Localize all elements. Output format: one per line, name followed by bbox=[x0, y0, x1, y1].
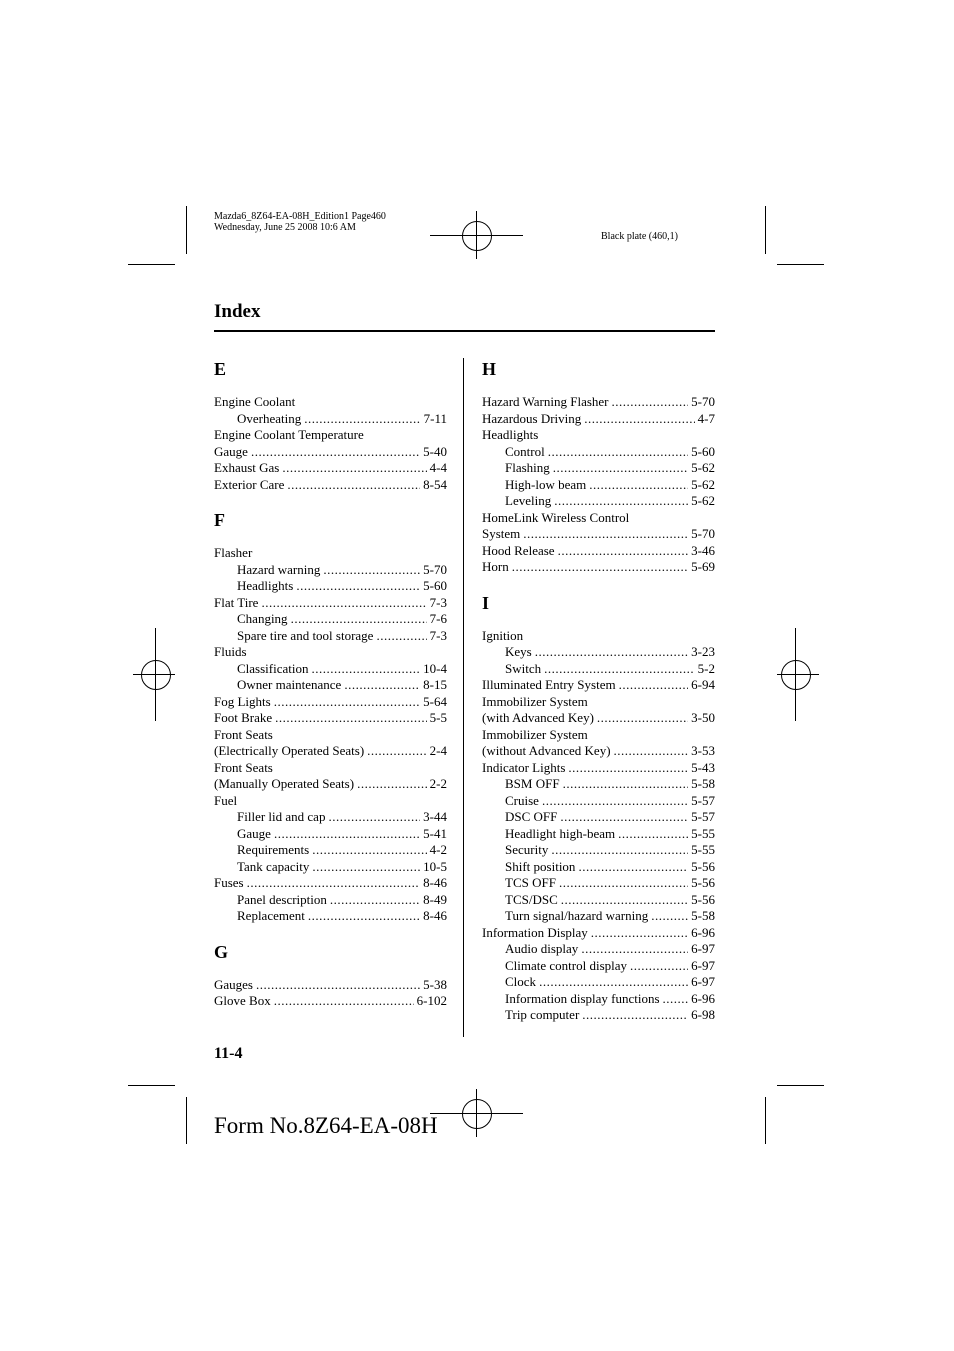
entry-term: Information display functions bbox=[505, 990, 660, 1006]
entry-page: 5-70 bbox=[691, 526, 715, 541]
dot-leader bbox=[312, 842, 426, 859]
index-entry bbox=[482, 710, 715, 727]
entry-page: 5-62 bbox=[691, 460, 715, 475]
dot-leader bbox=[535, 644, 688, 661]
index-entry bbox=[482, 842, 715, 859]
dot-leader bbox=[559, 875, 688, 892]
entry-term: Audio display bbox=[505, 941, 579, 956]
entry-page: 7-6 bbox=[429, 611, 447, 626]
dot-leader bbox=[651, 908, 688, 925]
entry-term: DSC OFF bbox=[505, 809, 558, 824]
index-entry bbox=[482, 958, 715, 975]
dot-leader bbox=[630, 958, 688, 975]
dot-leader bbox=[578, 859, 688, 876]
entry-term: Horn bbox=[482, 559, 509, 574]
entry-term: Hazard Warning Flasher bbox=[482, 394, 609, 409]
entry-page: 5-56 bbox=[691, 891, 715, 907]
dot-leader bbox=[274, 993, 414, 1010]
dot-leader bbox=[275, 710, 427, 727]
index-entry bbox=[482, 644, 715, 661]
entry-term: Switch bbox=[505, 660, 542, 676]
dot-leader bbox=[344, 677, 420, 694]
section-letter: E bbox=[214, 359, 227, 379]
entry-term: Flashing bbox=[505, 460, 550, 475]
dot-leader bbox=[296, 578, 420, 595]
dot-leader bbox=[523, 526, 688, 543]
dot-leader bbox=[619, 677, 689, 694]
entry-page: 2-2 bbox=[429, 776, 447, 791]
entry-page: 5-38 bbox=[423, 976, 447, 992]
dot-leader bbox=[308, 908, 420, 925]
entry-term: Fuses bbox=[214, 875, 244, 890]
entry-page: 5-40 bbox=[423, 443, 447, 459]
entry-page: 6-97 bbox=[691, 941, 715, 956]
index-entry bbox=[214, 677, 447, 694]
entry-term: Leveling bbox=[505, 493, 552, 508]
entry-page: 7-3 bbox=[429, 627, 447, 643]
index-entry bbox=[214, 743, 447, 760]
entry-page: 10-4 bbox=[423, 660, 447, 676]
index-entry bbox=[482, 493, 715, 510]
entry-term: System bbox=[482, 526, 521, 541]
dot-leader bbox=[548, 444, 688, 461]
entry-term: (Manually Operated Seats) bbox=[214, 776, 355, 791]
entry-page: 4-4 bbox=[429, 460, 447, 475]
dot-leader bbox=[542, 793, 688, 810]
entry-page: 8-49 bbox=[423, 891, 447, 907]
entry-page: 6-96 bbox=[691, 990, 715, 1006]
title-rule bbox=[214, 330, 715, 332]
index-entry bbox=[214, 710, 447, 727]
entry-term: Hazardous Driving bbox=[482, 410, 582, 426]
dot-leader bbox=[551, 842, 688, 859]
entry-term: Classification bbox=[237, 660, 309, 676]
index-entry bbox=[482, 892, 715, 909]
entry-page: 5-69 bbox=[691, 559, 715, 574]
entry-page: 5-62 bbox=[691, 476, 715, 492]
entry-page: 5-2 bbox=[697, 660, 715, 676]
entry-term: Illuminated Entry System bbox=[482, 677, 616, 692]
index-entry bbox=[482, 743, 715, 760]
entry-page: 7-11 bbox=[423, 410, 447, 426]
entry-term: Gauge bbox=[237, 825, 271, 841]
dot-leader bbox=[376, 628, 426, 645]
entry-page: 3-46 bbox=[691, 542, 715, 558]
entry-term: Headlights bbox=[482, 427, 539, 442]
index-entry bbox=[214, 694, 447, 711]
page-title: Index bbox=[214, 301, 261, 322]
dot-leader bbox=[282, 460, 426, 477]
dot-leader bbox=[312, 661, 421, 678]
index-entry bbox=[214, 394, 447, 411]
entry-term: Keys bbox=[505, 644, 532, 659]
column-divider bbox=[463, 358, 464, 1037]
index-entry bbox=[482, 559, 715, 576]
entry-term: Front Seats bbox=[214, 759, 273, 775]
dot-leader bbox=[560, 809, 688, 826]
dot-leader bbox=[256, 977, 420, 994]
dot-leader bbox=[584, 411, 694, 428]
entry-term: Cruise bbox=[505, 792, 539, 808]
index-entry bbox=[214, 842, 447, 859]
entry-term: Headlights bbox=[237, 578, 294, 593]
entry-term: Gauge bbox=[214, 443, 248, 459]
entry-term: Replacement bbox=[237, 908, 305, 923]
index-entry bbox=[482, 826, 715, 843]
entry-page: 3-23 bbox=[691, 644, 715, 659]
dot-leader bbox=[597, 710, 688, 727]
index-entry bbox=[482, 727, 715, 744]
entry-term: TCS OFF bbox=[505, 875, 556, 890]
index-entry bbox=[482, 760, 715, 777]
entry-term: Requirements bbox=[237, 842, 310, 857]
entry-term: Information Display bbox=[482, 924, 588, 940]
index-entry bbox=[482, 941, 715, 958]
index-entry bbox=[214, 644, 447, 661]
entry-page: 5-41 bbox=[423, 825, 447, 841]
dot-leader bbox=[612, 394, 689, 411]
entry-page: 5-57 bbox=[691, 809, 715, 824]
index-entry bbox=[482, 411, 715, 428]
entry-page: 8-15 bbox=[423, 677, 447, 692]
dot-leader bbox=[563, 776, 689, 793]
entry-term: Trip computer bbox=[505, 1007, 580, 1022]
entry-term: TCS/DSC bbox=[505, 891, 558, 907]
index-entry bbox=[482, 427, 715, 444]
entry-term: Changing bbox=[237, 611, 288, 626]
entry-page: 5-58 bbox=[691, 776, 715, 791]
dot-leader bbox=[328, 809, 420, 826]
dot-leader bbox=[589, 477, 688, 494]
entry-term: (Electrically Operated Seats) bbox=[214, 743, 365, 758]
entry-page: 8-46 bbox=[423, 875, 447, 890]
header-file-line: Mazda6_8Z64-EA-08H_Edition1 Page460 bbox=[214, 211, 386, 222]
dot-leader bbox=[291, 611, 427, 628]
entry-term: Owner maintenance bbox=[237, 677, 342, 692]
dot-leader bbox=[539, 974, 688, 991]
entry-page: 8-46 bbox=[423, 908, 447, 923]
entry-page: 5-70 bbox=[691, 394, 715, 409]
entry-term: Fog Lights bbox=[214, 693, 271, 709]
entry-page: 6-96 bbox=[691, 924, 715, 940]
index-entry bbox=[214, 444, 447, 461]
index-entry bbox=[482, 908, 715, 925]
index-entry bbox=[214, 628, 447, 645]
entry-term: Control bbox=[505, 443, 545, 459]
dot-leader bbox=[274, 694, 420, 711]
index-entry bbox=[482, 991, 715, 1008]
index-entry bbox=[482, 526, 715, 543]
entry-page: 6-98 bbox=[691, 1007, 715, 1022]
entry-page: 5-60 bbox=[691, 443, 715, 459]
entry-term: Ignition bbox=[482, 627, 524, 643]
entry-term: Immobilizer System bbox=[482, 693, 588, 709]
index-entry bbox=[214, 727, 447, 744]
page-number: 11-4 bbox=[214, 1045, 243, 1062]
index-entry bbox=[482, 661, 715, 678]
entry-term: Headlight high-beam bbox=[505, 825, 616, 841]
index-entry bbox=[482, 974, 715, 991]
dot-leader bbox=[614, 743, 689, 760]
entry-page: 5-57 bbox=[691, 792, 715, 808]
dot-leader bbox=[553, 460, 688, 477]
entry-term: Front Seats bbox=[214, 726, 273, 742]
entry-page: 5-62 bbox=[691, 493, 715, 508]
entry-term: Climate control display bbox=[505, 957, 628, 973]
entry-page: 5-55 bbox=[691, 842, 715, 857]
index-entry bbox=[482, 694, 715, 711]
dot-leader bbox=[274, 826, 420, 843]
dot-leader bbox=[287, 477, 420, 494]
index-entry bbox=[482, 510, 715, 527]
index-entry bbox=[214, 411, 447, 428]
entry-page: 6-97 bbox=[691, 957, 715, 973]
form-number: Form No.8Z64-EA-08H bbox=[214, 1113, 438, 1138]
index-entry bbox=[214, 875, 447, 892]
entry-term: Tank capacity bbox=[237, 858, 310, 874]
entry-page: 5-55 bbox=[691, 825, 715, 841]
dot-leader bbox=[561, 892, 688, 909]
index-entry bbox=[214, 562, 447, 579]
entry-term: Flasher bbox=[214, 545, 253, 560]
index-entry bbox=[214, 661, 447, 678]
index-entry bbox=[214, 578, 447, 595]
entry-page: 5-56 bbox=[691, 875, 715, 890]
entry-term: Clock bbox=[505, 974, 537, 989]
index-entry bbox=[214, 611, 447, 628]
entry-term: Overheating bbox=[237, 410, 302, 426]
entry-page: 8-54 bbox=[423, 476, 447, 492]
dot-leader bbox=[512, 559, 688, 576]
index-entry bbox=[482, 543, 715, 560]
index-entry bbox=[214, 776, 447, 793]
entry-term: Shift position bbox=[505, 858, 576, 874]
dot-leader bbox=[581, 941, 688, 958]
index-entry bbox=[214, 826, 447, 843]
dot-leader bbox=[261, 595, 426, 612]
entry-term: Immobilizer System bbox=[482, 726, 588, 742]
index-column-left bbox=[214, 358, 447, 1010]
entry-page: 5-70 bbox=[423, 561, 447, 577]
header-date-line: Wednesday, June 25 2008 10:6 AM bbox=[214, 222, 356, 233]
entry-term: Turn signal/hazard warning bbox=[505, 908, 649, 923]
entry-term: Spare tire and tool storage bbox=[237, 627, 374, 643]
entry-term: (with Advanced Key) bbox=[482, 710, 594, 725]
index-entry bbox=[482, 628, 715, 645]
index-entry bbox=[214, 993, 447, 1010]
entry-page: 5-43 bbox=[691, 759, 715, 775]
entry-page: 5-56 bbox=[691, 858, 715, 874]
entry-page: 10-5 bbox=[423, 858, 447, 874]
dot-leader bbox=[591, 925, 688, 942]
index-entry bbox=[214, 545, 447, 562]
index-entry bbox=[482, 793, 715, 810]
entry-page: 7-3 bbox=[429, 594, 447, 610]
dot-leader bbox=[618, 826, 688, 843]
index-entry bbox=[214, 460, 447, 477]
entry-term: Flat Tire bbox=[214, 594, 259, 610]
entry-term: Gauges bbox=[214, 976, 253, 992]
entry-term: Foot Brake bbox=[214, 710, 273, 725]
index-entry bbox=[214, 477, 447, 494]
entry-term: HomeLink Wireless Control bbox=[482, 509, 630, 525]
dot-leader bbox=[330, 892, 420, 909]
entry-term: BSM OFF bbox=[505, 776, 560, 791]
entry-term: Panel description bbox=[237, 891, 327, 907]
entry-page: 6-102 bbox=[416, 993, 447, 1008]
entry-term: Security bbox=[505, 842, 549, 857]
entry-page: 5-60 bbox=[423, 578, 447, 593]
index-entry bbox=[214, 595, 447, 612]
dot-leader bbox=[251, 444, 420, 461]
entry-term: Fuel bbox=[214, 792, 238, 808]
entry-page: 4-2 bbox=[429, 842, 447, 857]
entry-term: Fluids bbox=[214, 644, 247, 659]
index-entry bbox=[214, 760, 447, 777]
entry-term: Exhaust Gas bbox=[214, 460, 280, 475]
dot-leader bbox=[663, 991, 689, 1008]
index-entry bbox=[482, 677, 715, 694]
index-entry bbox=[214, 977, 447, 994]
entry-term: Exterior Care bbox=[214, 476, 285, 492]
entry-term: Engine Coolant Temperature bbox=[214, 427, 364, 442]
entry-page: 6-94 bbox=[691, 677, 715, 692]
entry-term: (without Advanced Key) bbox=[482, 743, 611, 758]
entry-term: Indicator Lights bbox=[482, 759, 566, 775]
dot-leader bbox=[247, 875, 421, 892]
index-entry bbox=[482, 1007, 715, 1024]
index-entry bbox=[482, 875, 715, 892]
index-entry bbox=[482, 925, 715, 942]
dot-leader bbox=[558, 543, 689, 560]
dot-leader bbox=[367, 743, 427, 760]
index-entry bbox=[482, 859, 715, 876]
index-entry bbox=[482, 776, 715, 793]
entry-page: 5-64 bbox=[423, 693, 447, 709]
entry-page: 3-44 bbox=[423, 809, 447, 824]
dot-leader bbox=[357, 776, 427, 793]
header-plate: Black plate (460,1) bbox=[601, 231, 678, 242]
section-letter: H bbox=[482, 359, 497, 379]
entry-term: Filler lid and cap bbox=[237, 809, 326, 824]
index-column-right bbox=[482, 358, 715, 1024]
entry-page: 5-58 bbox=[691, 908, 715, 923]
dot-leader bbox=[304, 411, 420, 428]
section-letter: G bbox=[214, 941, 229, 962]
entry-term: Hazard warning bbox=[237, 561, 321, 577]
entry-page: 3-53 bbox=[691, 743, 715, 758]
entry-page: 4-7 bbox=[697, 410, 715, 426]
dot-leader bbox=[568, 760, 688, 777]
index-entry bbox=[482, 394, 715, 411]
dot-leader bbox=[544, 661, 695, 678]
index-entry bbox=[214, 427, 447, 444]
entry-page: 3-50 bbox=[691, 710, 715, 725]
dot-leader bbox=[312, 859, 420, 876]
section-letter: I bbox=[482, 592, 490, 613]
entry-term: Engine Coolant bbox=[214, 394, 296, 409]
index-entry bbox=[214, 908, 447, 925]
index-entry bbox=[214, 892, 447, 909]
index-entry bbox=[214, 793, 447, 810]
index-entry bbox=[482, 809, 715, 826]
index-entry bbox=[482, 477, 715, 494]
dot-leader bbox=[582, 1007, 688, 1024]
entry-page: 2-4 bbox=[429, 743, 447, 758]
entry-page: 6-97 bbox=[691, 974, 715, 989]
entry-term: Hood Release bbox=[482, 542, 555, 558]
dot-leader bbox=[554, 493, 688, 510]
entry-page: 5-5 bbox=[429, 710, 447, 725]
index-entry bbox=[482, 444, 715, 461]
entry-term: High-low beam bbox=[505, 476, 587, 492]
entry-term: Glove Box bbox=[214, 993, 271, 1008]
dot-leader bbox=[323, 562, 420, 579]
section-letter: F bbox=[214, 510, 225, 530]
index-entry bbox=[214, 859, 447, 876]
index-entry bbox=[214, 809, 447, 826]
index-entry bbox=[482, 460, 715, 477]
